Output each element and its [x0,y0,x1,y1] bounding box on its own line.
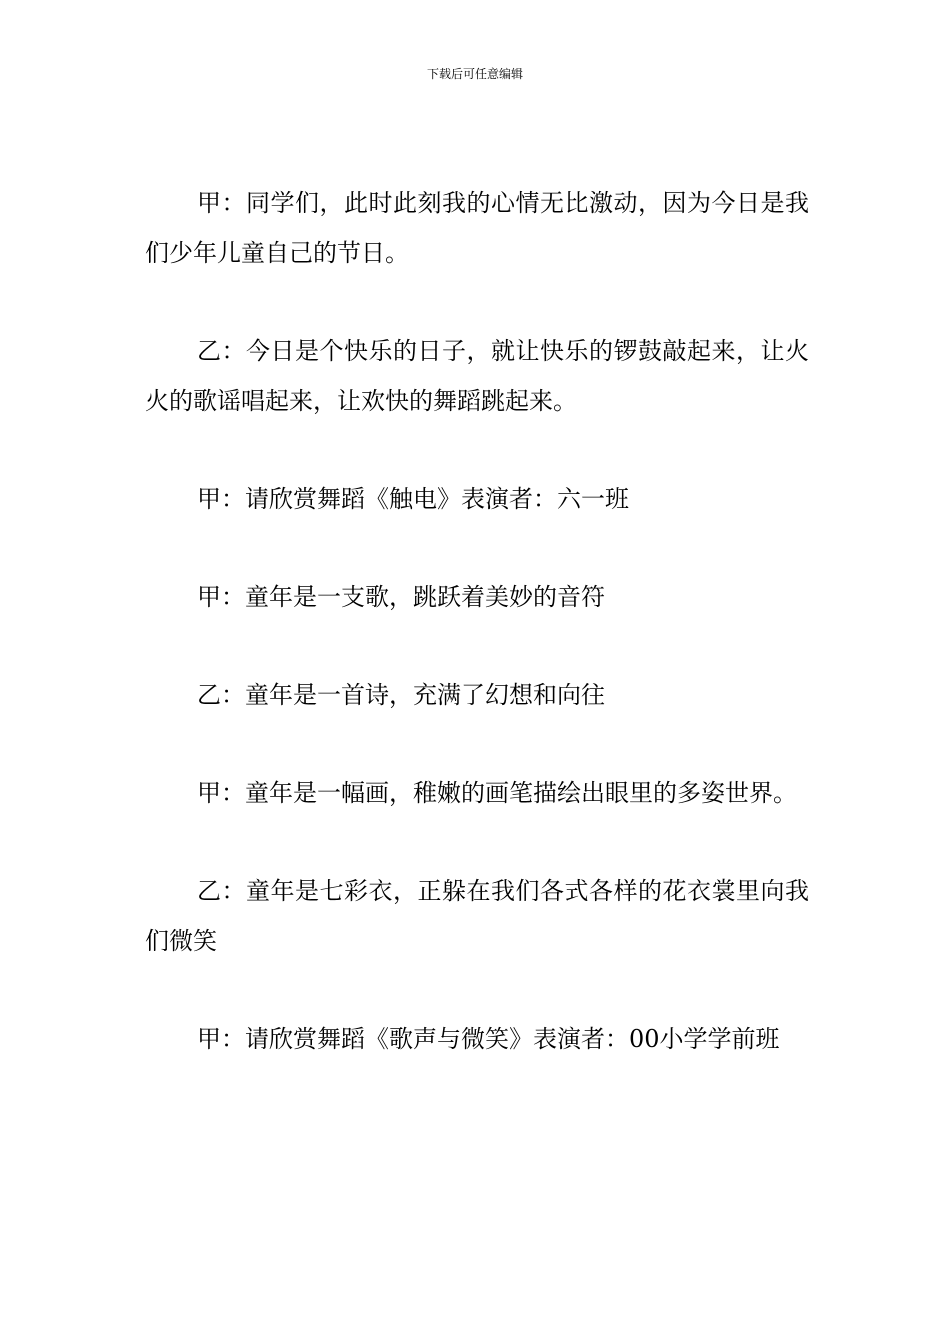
dialogue-paragraph: 甲：请欣赏舞蹈《歌声与微笑》表演者：00小学学前班 [197,1025,780,1053]
dialogue-paragraph: 乙：童年是七彩衣，正躲在我们各式各样的花衣裳里向我们微笑 [145,877,809,955]
dialogue-paragraph: 甲：请欣赏舞蹈《触电》表演者：六一班 [197,485,629,513]
dialogue-paragraph: 乙：今日是个快乐的日子，就让快乐的锣鼓敲起来，让火火的歌谣唱起来，让欢快的舞蹈跳起来。 [145,337,809,415]
header-note: 下载后可任意编辑 [426,67,523,81]
dialogue-paragraph: 乙：童年是一首诗，充满了幻想和向往 [197,681,605,709]
dialogue-paragraph: 甲：童年是一支歌，跳跃着美妙的音符 [197,583,605,611]
dialogue-paragraph: 甲：同学们，此时此刻我的心情无比激动，因为今日是我们少年儿童自己的节日。 [145,189,809,267]
document-body [145,178,809,1064]
dialogue-paragraph: 甲：童年是一幅画，稚嫩的画笔描绘出眼里的多姿世界。 [197,779,797,807]
